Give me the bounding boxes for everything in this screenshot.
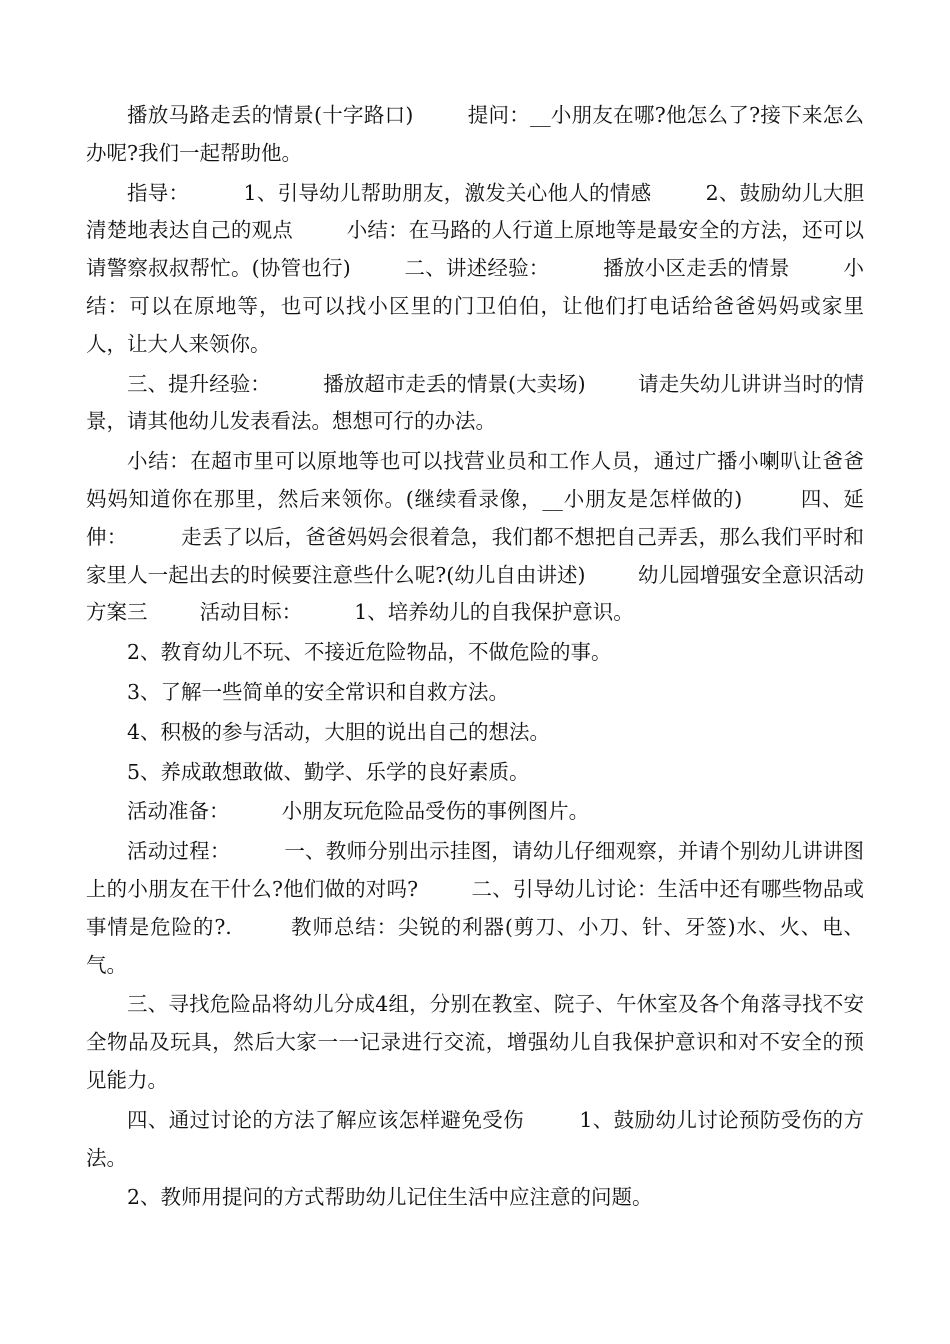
paragraph: 四、通过讨论的方法了解应该怎样避免受伤 1、鼓励幼儿讨论预防受伤的方法。: [86, 1107, 864, 1170]
paragraph: 指导： 1、引导幼儿帮助朋友，激发关心他人的情感 2、鼓励幼儿大胆清楚地表达自己的观点 小结：在马路的人行道上原地等是最安全的方法，还可以请警察叔叔帮忙。(协管也行) 二、讲述经验： 播放小区走丢的情景 小结：可以在原地等，也可以找小区里的门卫伯伯，让他们打电话给爸爸妈妈或家里人，让大人来领你。: [86, 180, 864, 356]
paragraph: 3、了解一些简单的安全常识和自救方法。: [127, 679, 510, 704]
paragraph: 5、养成敢想敢做、勤学、乐学的良好素质。: [127, 759, 530, 784]
paragraph: 活动过程： 一、教师分别出示挂图，请幼儿仔细观察，并请个别幼儿讲讲图上的小朋友在干什么?他们做的对吗? 二、引导幼儿讨论：生活中还有哪些物品或事情是危险的?. 教师总结：尖锐的利器(剪刀、小刀、针、牙签)水、火、电、气。: [86, 839, 864, 977]
paragraph: 三、寻找危险品将幼儿分成4组，分别在教室、院子、午休室及各个角落寻找不安全物品及玩具，然后大家一一记录进行交流，增强幼儿自我保护意识和对不安全的预见能力。: [86, 992, 864, 1092]
paragraph: 活动准备： 小朋友玩危险品受伤的事例图片。: [127, 799, 590, 824]
paragraph: 三、提升经验： 播放超市走丢的情景(大卖场) 请走失幼儿讲讲当时的情景，请其他幼儿发表看法。想想可行的办法。: [86, 371, 864, 434]
paragraph: 播放马路走丢的情景(十字路口) 提问：__小朋友在哪?他怎么了?接下来怎么办呢?我们一起帮助他。: [86, 103, 864, 165]
paragraph: 小结：在超市里可以原地等也可以找营业员和工作人员，通过广播小喇叭让爸爸妈妈知道你在那里，然后来领你。(继续看录像，__小朋友是怎样做的) 四、延伸： 走丢了以后，爸爸妈妈会很着急，我们都不想把自己弄丢，那么我们平时和家里人一起出去的时候要注意些什么呢?(幼儿自由讲述) 幼儿园增强安全意识活动方案三 活动目标： 1、培养幼儿的自我保护意识。: [86, 449, 864, 625]
paragraph: 2、教育幼儿不玩、不接近危险物品，不做危险的事。: [127, 640, 612, 665]
paragraph: 4、积极的参与活动，大胆的说出自己的想法。: [127, 719, 551, 744]
paragraph: 2、教师用提问的方式帮助幼儿记住生活中应注意的问题。: [127, 1185, 653, 1210]
